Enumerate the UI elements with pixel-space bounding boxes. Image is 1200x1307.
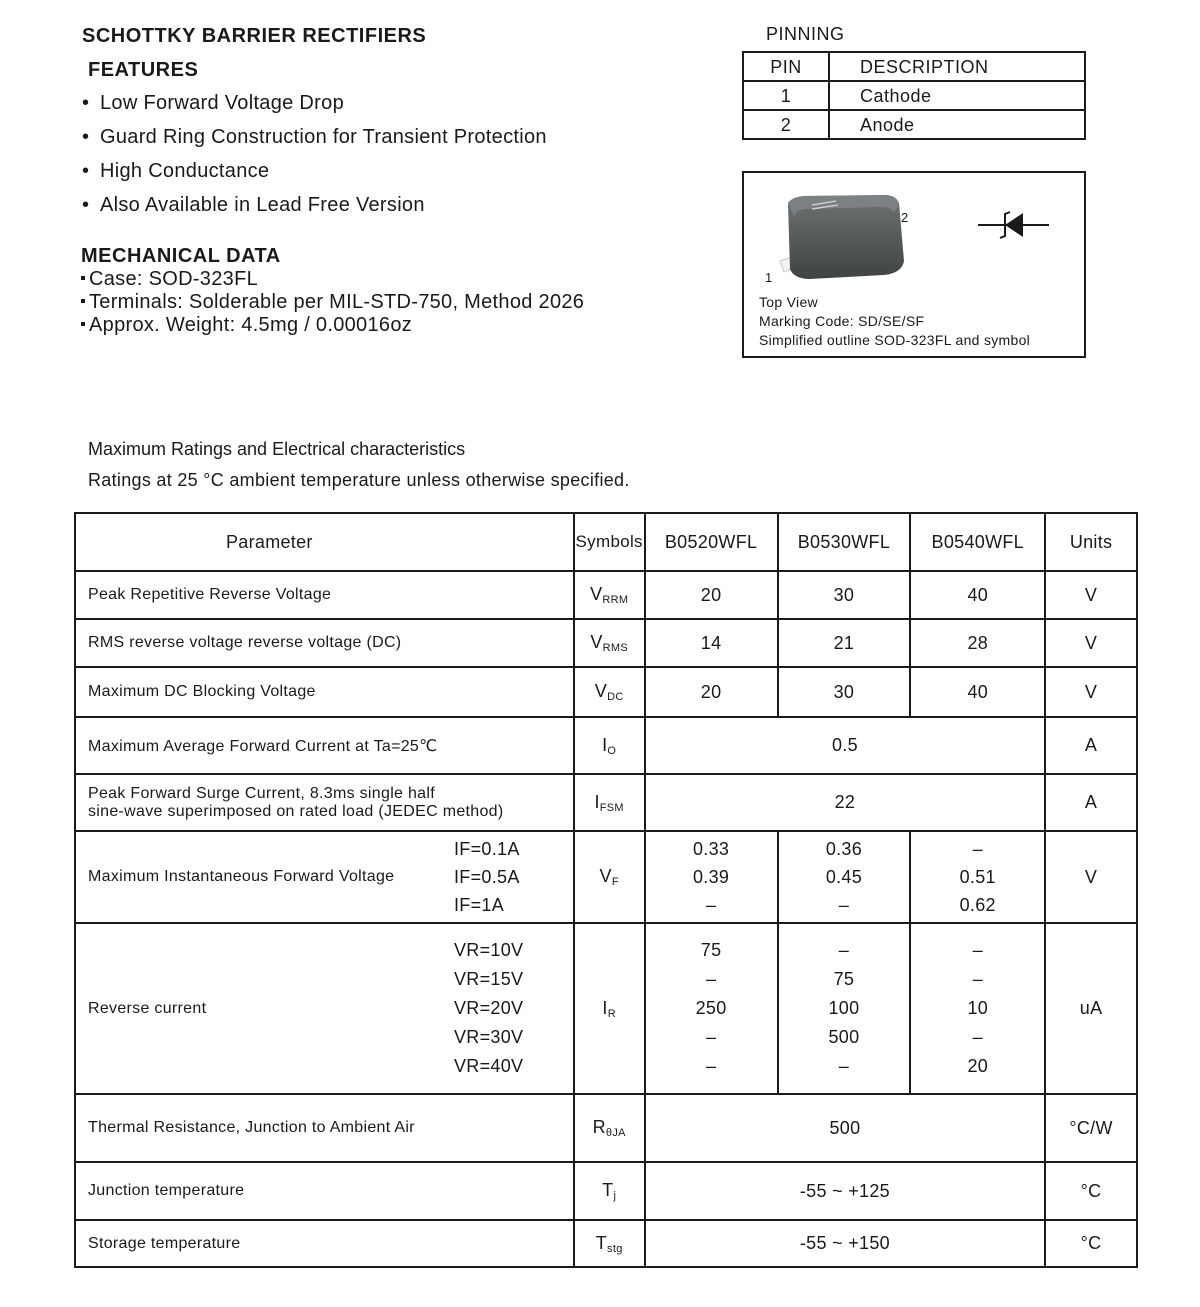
mechanical-item: Terminals: Solderable per MIL-STD-750, Method 2026 — [81, 291, 584, 314]
value-cell: 500 — [645, 1094, 1045, 1162]
parameter-cell: Reverse current VR=10V VR=15V VR=20V VR=30V VR=40V — [75, 923, 574, 1094]
ratings-note: Ratings at 25 °C ambient temperature unless otherwise specified. — [88, 470, 630, 490]
pin2-label: 2 — [901, 210, 909, 225]
parameter-cell: Thermal Resistance, Junction to Ambient Air — [75, 1094, 574, 1162]
units-header: Units — [1045, 513, 1137, 571]
features-heading: FEATURES — [88, 59, 199, 81]
condition-label: VR=40V — [454, 1056, 524, 1076]
value-cell: 0.5 — [645, 717, 1045, 774]
symbol-cell: $V_{RRM}$ — [574, 571, 645, 619]
unit-cell: V — [1045, 619, 1137, 667]
pin-description: Anode — [829, 110, 1085, 139]
table-row — [75, 1162, 1137, 1220]
condition-label: IF=0.1A — [454, 839, 520, 859]
condition-label: VR=30V — [454, 1027, 524, 1047]
value-cell: – 0.51 0.62 — [910, 831, 1045, 923]
value-cell: 40 — [910, 667, 1045, 717]
package-image — [744, 173, 1084, 293]
value-cell: – 75 100 500 – — [778, 923, 911, 1094]
symbol-cell: $V_{RMS}$ — [574, 619, 645, 667]
pin1-label: 1 — [765, 270, 773, 285]
value-cell: 40 — [910, 571, 1045, 619]
condition-label: VR=15V — [454, 969, 524, 989]
table-row — [743, 52, 1085, 81]
value-cell: 75 – 250 – – — [645, 923, 778, 1094]
symbol-cell: $R_{\theta JA}$ — [574, 1094, 645, 1162]
table-row — [75, 774, 1137, 831]
parameter-cell: Peak Repetitive Reverse Voltage — [75, 571, 574, 619]
parameter-cell: Maximum DC Blocking Voltage — [75, 667, 574, 717]
pin-header: PIN — [743, 52, 829, 81]
pinning-table — [742, 51, 1086, 140]
value-cell: -55 ~ +150 — [645, 1220, 1045, 1267]
symbol-cell: $V_F$ — [574, 831, 645, 923]
unit-cell: A — [1045, 774, 1137, 831]
symbol-cell: $T_{stg}$ — [574, 1220, 645, 1267]
parameter-cell: Maximum Instantaneous Forward Voltage IF=0.1A IF=0.5A IF=1A — [75, 831, 574, 923]
condition-label: IF=0.5A — [454, 867, 520, 887]
symbol-cell: $I_R$ — [574, 923, 645, 1094]
symbols-header: Symbols — [574, 513, 645, 571]
value-cell: 14 — [645, 619, 778, 667]
unit-cell: V — [1045, 571, 1137, 619]
value-cell: 28 — [910, 619, 1045, 667]
feature-item: • Also Available in Lead Free Version — [82, 194, 425, 216]
value-cell: 30 — [778, 571, 911, 619]
feature-item: • Guard Ring Construction for Transient Protection — [82, 126, 547, 148]
symbol-cell: $T_j$ — [574, 1162, 645, 1220]
value-cell: 22 — [645, 774, 1045, 831]
package-outline-box — [742, 171, 1086, 358]
table-row — [75, 667, 1137, 717]
outline-caption: Simplified outline SOD-323FL and symbol — [759, 332, 1031, 348]
pin-description: Cathode — [829, 81, 1085, 110]
unit-cell: A — [1045, 717, 1137, 774]
parameter-cell: RMS reverse voltage reverse voltage (DC) — [75, 619, 574, 667]
top-view-caption: Top View — [759, 294, 818, 310]
table-row — [743, 110, 1085, 139]
unit-cell: uA — [1045, 923, 1137, 1094]
feature-item: • High Conductance — [82, 160, 270, 182]
document-title: SCHOTTKY BARRIER RECTIFIERS — [82, 25, 427, 47]
table-row — [743, 81, 1085, 110]
unit-cell: °C — [1045, 1162, 1137, 1220]
unit-cell: V — [1045, 831, 1137, 923]
feature-item: • Low Forward Voltage Drop — [82, 92, 344, 114]
table-row — [75, 831, 1137, 923]
ratings-heading: Maximum Ratings and Electrical characteristics — [88, 439, 466, 459]
pin-number: 1 — [743, 81, 829, 110]
unit-cell: V — [1045, 667, 1137, 717]
value-cell: 0.33 0.39 – — [645, 831, 778, 923]
pinning-heading: PINNING — [766, 24, 845, 44]
table-row — [75, 1220, 1137, 1267]
mechanical-heading: MECHANICAL DATA — [81, 245, 281, 267]
mechanical-item: Approx. Weight: 4.5mg / 0.00016oz — [81, 314, 412, 337]
unit-cell: °C/W — [1045, 1094, 1137, 1162]
condition-label: IF=1A — [454, 895, 505, 915]
table-row — [75, 571, 1137, 619]
b0540wfl-header: B0540WFL — [910, 513, 1045, 571]
description-header: DESCRIPTION — [829, 52, 1085, 81]
value-cell: -55 ~ +125 — [645, 1162, 1045, 1220]
mechanical-item: Case: SOD-323FL — [81, 268, 258, 291]
value-cell: 20 — [645, 667, 778, 717]
value-cell: – – 10 – 20 — [910, 923, 1045, 1094]
table-row — [75, 619, 1137, 667]
condition-label: VR=10V — [454, 940, 524, 960]
parameter-cell: Maximum Average Forward Current at Ta=25℃ — [75, 717, 574, 774]
value-cell: 0.36 0.45 – — [778, 831, 911, 923]
parameter-cell: Junction temperature — [75, 1162, 574, 1220]
b0530wfl-header: B0530WFL — [778, 513, 911, 571]
b0520wfl-header: B0520WFL — [645, 513, 778, 571]
ratings-table — [74, 512, 1138, 1268]
symbol-cell: $I_O$ — [574, 717, 645, 774]
parameter-header: Parameter — [75, 513, 574, 571]
symbol-cell: $I_{FSM}$ — [574, 774, 645, 831]
condition-label: VR=20V — [454, 998, 524, 1018]
table-row — [75, 1094, 1137, 1162]
table-row — [75, 923, 1137, 1094]
pin-number: 2 — [743, 110, 829, 139]
table-row — [75, 717, 1137, 774]
table-header-row — [75, 513, 1137, 571]
parameter-cell: Storage temperature — [75, 1220, 574, 1267]
value-cell: 20 — [645, 571, 778, 619]
marking-code: Marking Code: SD/SE/SF — [759, 313, 925, 329]
symbol-cell: $V_{DC}$ — [574, 667, 645, 717]
parameter-cell: Peak Forward Surge Current, 8.3ms single half sine-wave superimposed on rated load (JEDEC method) — [75, 774, 574, 831]
unit-cell: °C — [1045, 1220, 1137, 1267]
value-cell: 21 — [778, 619, 911, 667]
value-cell: 30 — [778, 667, 911, 717]
